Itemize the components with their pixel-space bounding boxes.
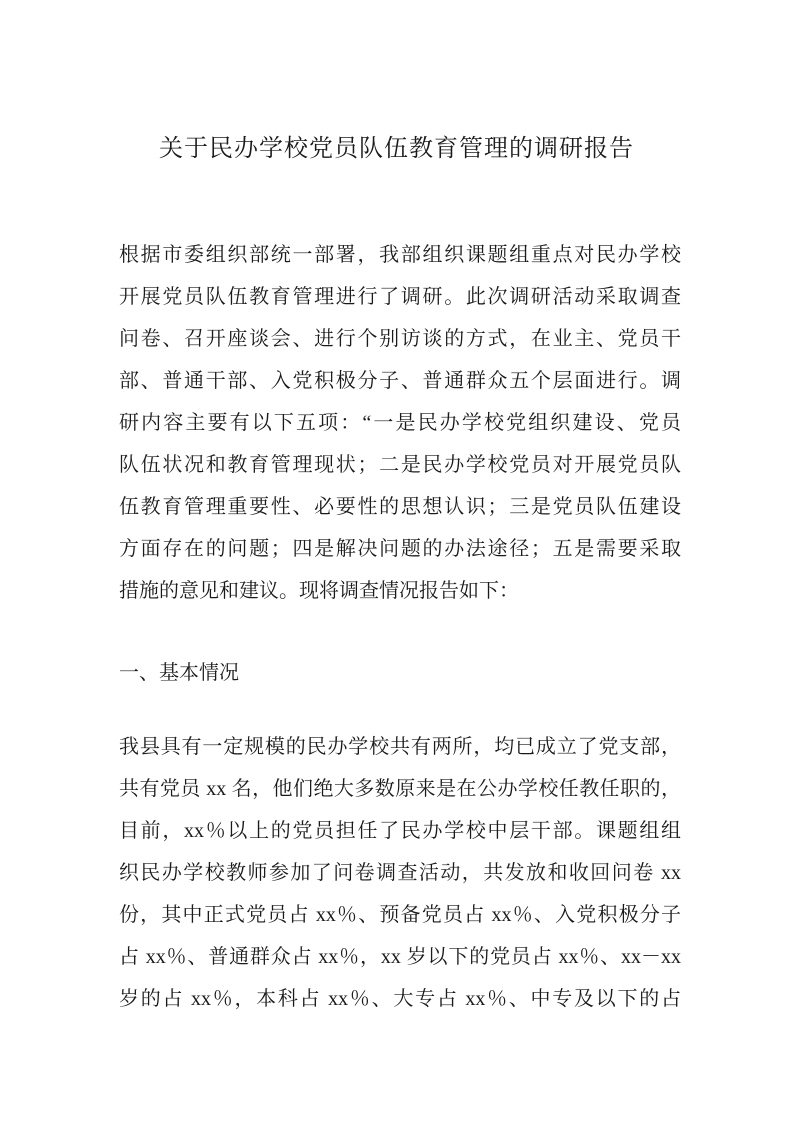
paragraph-line: 岁的占 xx％，本科占 xx％、大专占 xx％、中专及以下的占 <box>119 988 681 1010</box>
paragraph-line: 占 xx％、普通群众占 xx％，xx 岁以下的党员占 xx％、xx－xx <box>119 946 681 968</box>
paragraph-line: 织民办学校教师参加了问卷调查活动，共发放和收回问卷 xx <box>119 862 681 884</box>
paragraph-line: 措施的意见和建议。现将调查情况报告如下： <box>119 580 519 602</box>
paragraph-line: 目前，xx％以上的党员担任了民办学校中层干部。课题组组 <box>119 820 681 842</box>
paragraph-line: 部、普通干部、入党积极分子、普通群众五个层面进行。调 <box>119 370 681 392</box>
paragraph-line: 伍教育管理重要性、必要性的思想认识；三是党员队伍建设 <box>119 496 681 518</box>
paragraph-line: 研内容主要有以下五项：“一是民办学校党组织建设、党员 <box>119 412 681 434</box>
paragraph-line: 共有党员 xx 名，他们绝大多数原来是在公办学校任教任职的， <box>119 778 681 800</box>
paragraph-line: 我县具有一定规模的民办学校共有两所，均已成立了党支部， <box>119 736 681 758</box>
paragraph-line: 份，其中正式党员占 xx％、预备党员占 xx％、入党积极分子 <box>119 904 681 926</box>
paragraph-line: 根据市委组织部统一部署，我部组织课题组重点对民办学校 <box>119 244 681 266</box>
section-heading: 一、基本情况 <box>119 662 239 684</box>
document-title: 关于民办学校党员队伍教育管理的调研报告 <box>159 136 634 162</box>
paragraph-line: 问卷、召开座谈会、进行个别访谈的方式，在业主、党员干 <box>119 328 681 350</box>
paragraph-line: 方面存在的问题；四是解决问题的办法途径；五是需要采取 <box>119 538 681 560</box>
paragraph-line: 开展党员队伍教育管理进行了调研。此次调研活动采取调查 <box>119 286 681 308</box>
paragraph-line: 队伍状况和教育管理现状；二是民办学校党员对开展党员队 <box>119 454 681 476</box>
